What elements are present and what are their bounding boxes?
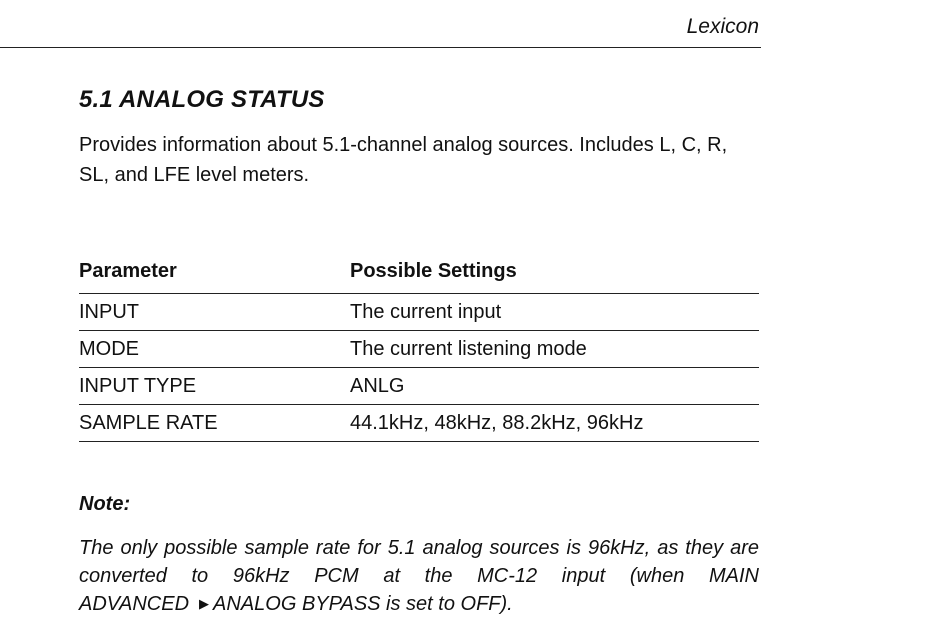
parameter-cell: SAMPLE RATE [79, 411, 218, 434]
note-label: Note: [79, 493, 131, 515]
right-triangle-icon: ▶ [199, 596, 210, 611]
table-row [79, 331, 759, 368]
parameter-cell: INPUT [79, 300, 139, 323]
settings-cell: ANLG [350, 374, 405, 397]
section-intro: Provides information about 5.1-channel analog sources. Includes L, C, R, SL, and LFE level meters. [79, 134, 728, 186]
settings-cell: The current input [350, 300, 502, 323]
column-header-parameter: Parameter [79, 259, 177, 282]
parameter-cell: INPUT TYPE [79, 374, 197, 397]
table-row [79, 405, 759, 442]
section-title: 5.1 ANALOG STATUS [79, 86, 325, 113]
note-text-after: ANALOG BYPASS is set to OFF). [213, 593, 513, 615]
note-text-before: The only possible sample rate for 5.1 analog sources is 96kHz, as they are converted to 96kHz PCM at the MC-12 input (when MAIN ADVANCED [79, 537, 759, 615]
note-text [79, 534, 759, 618]
settings-cell: 44.1kHz, 48kHz, 88.2kHz, 96kHz [350, 411, 644, 434]
column-header-possible-settings: Possible Settings [350, 259, 517, 282]
table-header-row [79, 249, 759, 294]
table-row [79, 294, 759, 331]
table-row [79, 368, 759, 405]
header-brand: Lexicon [686, 15, 759, 38]
settings-cell: The current listening mode [350, 337, 587, 360]
parameter-table [79, 249, 759, 442]
parameter-cell: MODE [79, 337, 139, 360]
header-divider [0, 47, 761, 48]
